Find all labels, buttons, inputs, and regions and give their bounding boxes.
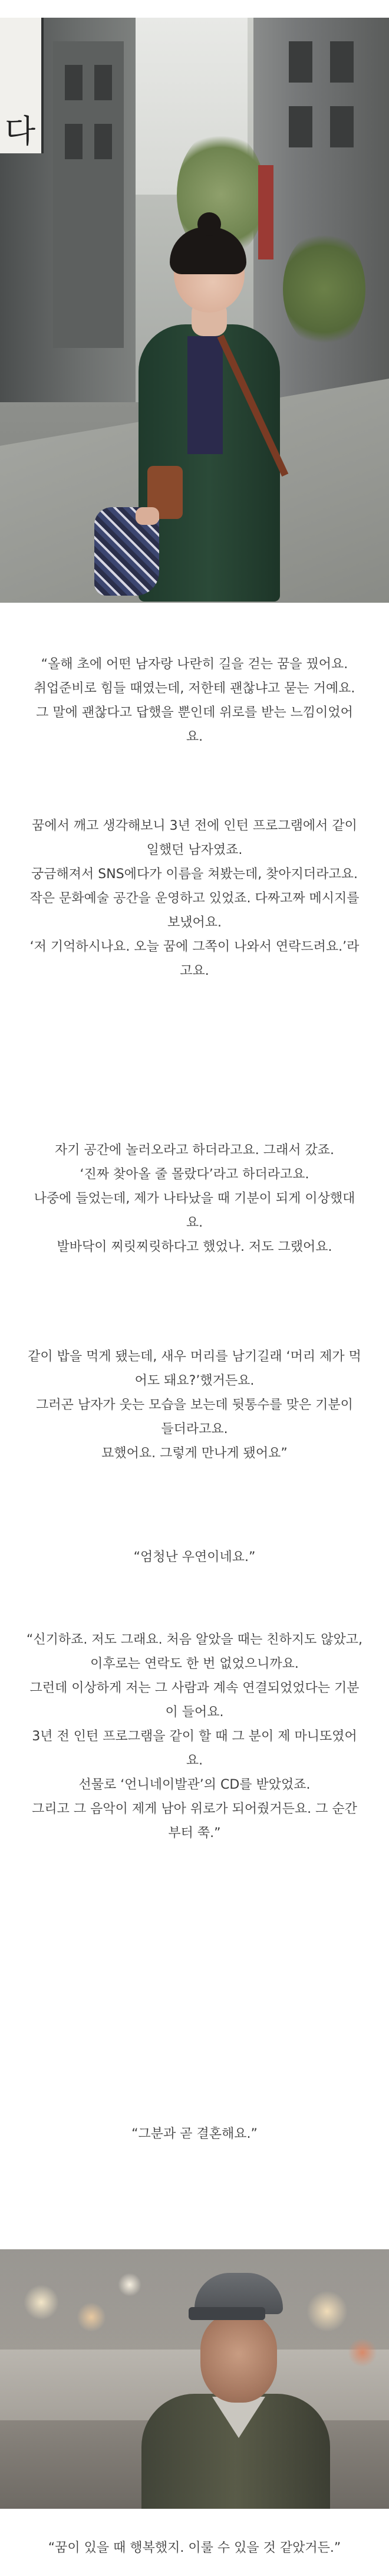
text-line: 요. bbox=[186, 730, 203, 744]
text-line: 궁금해져서 SNS에다가 이름을 쳐봤는데, 찾아지더라고요. bbox=[31, 867, 358, 882]
statement-marriage bbox=[24, 2122, 365, 2146]
text-line: 이후로는 연락도 한 번 없었으니까요. bbox=[90, 1657, 299, 1671]
text-line: 요. bbox=[186, 1753, 203, 1768]
text-line: 꿈에서 깨고 생각해보니 3년 전에 인턴 프로그램에서 같이 bbox=[32, 819, 357, 833]
text-line: ‘저 기억하시나요. 오늘 꿈에 그쪽이 나와서 연락드려요.’라 bbox=[29, 939, 360, 954]
man-face bbox=[200, 2314, 277, 2403]
shop-sign bbox=[0, 18, 44, 153]
text-line: 이 들어요. bbox=[165, 1705, 224, 1720]
man-cap-brim bbox=[189, 2307, 265, 2320]
text-line: 같이 밥을 먹게 됐는데, 새우 머리를 남기길래 ‘머리 제가 먹 bbox=[28, 1349, 361, 1364]
paragraph-visit bbox=[24, 1138, 365, 1259]
text-line: 들더라고요. bbox=[161, 1422, 228, 1437]
text-line: 발바닥이 찌릿찌릿하다고 했었나. 저도 그랬어요. bbox=[57, 1240, 332, 1254]
quote-final bbox=[24, 2536, 365, 2560]
photo-woman-street bbox=[0, 18, 389, 603]
text-line: ‘진짜 찾아올 줄 몰랐다’라고 하더라고요. bbox=[80, 1167, 309, 1182]
paragraph-connection bbox=[24, 1628, 365, 1845]
text-line: 묘했어요. 그렇게 만나게 됐어요” bbox=[101, 1446, 288, 1461]
paragraph-dream bbox=[24, 652, 365, 749]
text-line: 선물로 ‘언니네이발관’의 CD를 받았었죠. bbox=[78, 1777, 311, 1792]
text-line: 일했던 남자였죠. bbox=[146, 843, 243, 857]
text-line: 부터 쭉.” bbox=[168, 1826, 221, 1841]
text-line: 나중에 들었는데, 제가 나타났을 때 기분이 되게 이상했대 bbox=[34, 1191, 355, 1206]
text-line: 자기 공간에 놀러오라고 하더라고요. 그래서 갔죠. bbox=[55, 1143, 334, 1158]
text-line: 어도 돼요?’했거든요. bbox=[134, 1374, 255, 1388]
text-line: 작은 문화예술 공간을 운영하고 있었죠. 다짜고짜 메시지를 bbox=[29, 891, 360, 906]
paragraph-meal bbox=[24, 1345, 365, 1466]
tree-right bbox=[283, 230, 365, 348]
red-sign bbox=[258, 165, 273, 259]
woman-hair-bun bbox=[197, 212, 221, 236]
text-line: 그런데 이상하게 저는 그 사람과 계속 연결되었었다는 기분 bbox=[29, 1681, 360, 1696]
text-line: “꿈이 있을 때 행복했지. 이룰 수 있을 것 같았거든.” bbox=[48, 2541, 341, 2555]
bokeh-light bbox=[77, 2302, 106, 2332]
bokeh-light bbox=[306, 2291, 348, 2332]
building-left-inner bbox=[53, 41, 124, 348]
text-line: 요. bbox=[186, 1215, 203, 1230]
text-line: 그리고 그 음악이 제게 남아 위로가 되어줬거든요. 그 순간 bbox=[32, 1802, 357, 1816]
photo-old-man-cap bbox=[0, 2249, 389, 2509]
text-line: 그 말에 괜찮다고 답했을 뿐인데 위로를 받는 느낌이었어 bbox=[36, 705, 353, 720]
bokeh-light bbox=[118, 2273, 141, 2296]
text-line: 보냈어요. bbox=[167, 915, 222, 930]
text-line: 취업준비로 힘들 때였는데, 저한테 괜찮냐고 묻는 거예요. bbox=[34, 681, 355, 696]
bokeh-light bbox=[348, 2338, 377, 2367]
bokeh-light bbox=[24, 2285, 59, 2320]
paragraph-search bbox=[24, 814, 365, 983]
text-line: 3년 전 인턴 프로그램을 같이 할 때 그 분이 제 마니또였어 bbox=[32, 1729, 357, 1744]
woman-shirt bbox=[187, 336, 223, 454]
text-line: “올해 초에 어떤 남자랑 나란히 길을 걷는 꿈을 꿨어요. bbox=[41, 657, 348, 672]
text-line: 그러곤 남자가 웃는 모습을 보는데 뒷통수를 맞은 기분이 bbox=[36, 1398, 353, 1412]
hand bbox=[136, 507, 159, 525]
text-line: “엄청난 우연이네요.” bbox=[133, 1550, 256, 1565]
text-line: 고요. bbox=[180, 964, 209, 978]
shop-sign-text: 다 bbox=[5, 113, 36, 150]
text-line: “신기하죠. 저도 그래요. 처음 알았을 때는 친하지도 않았고, bbox=[26, 1632, 363, 1647]
question-coincidence bbox=[24, 1545, 365, 1569]
text-line: “그분과 곧 결혼해요.” bbox=[131, 2127, 258, 2141]
